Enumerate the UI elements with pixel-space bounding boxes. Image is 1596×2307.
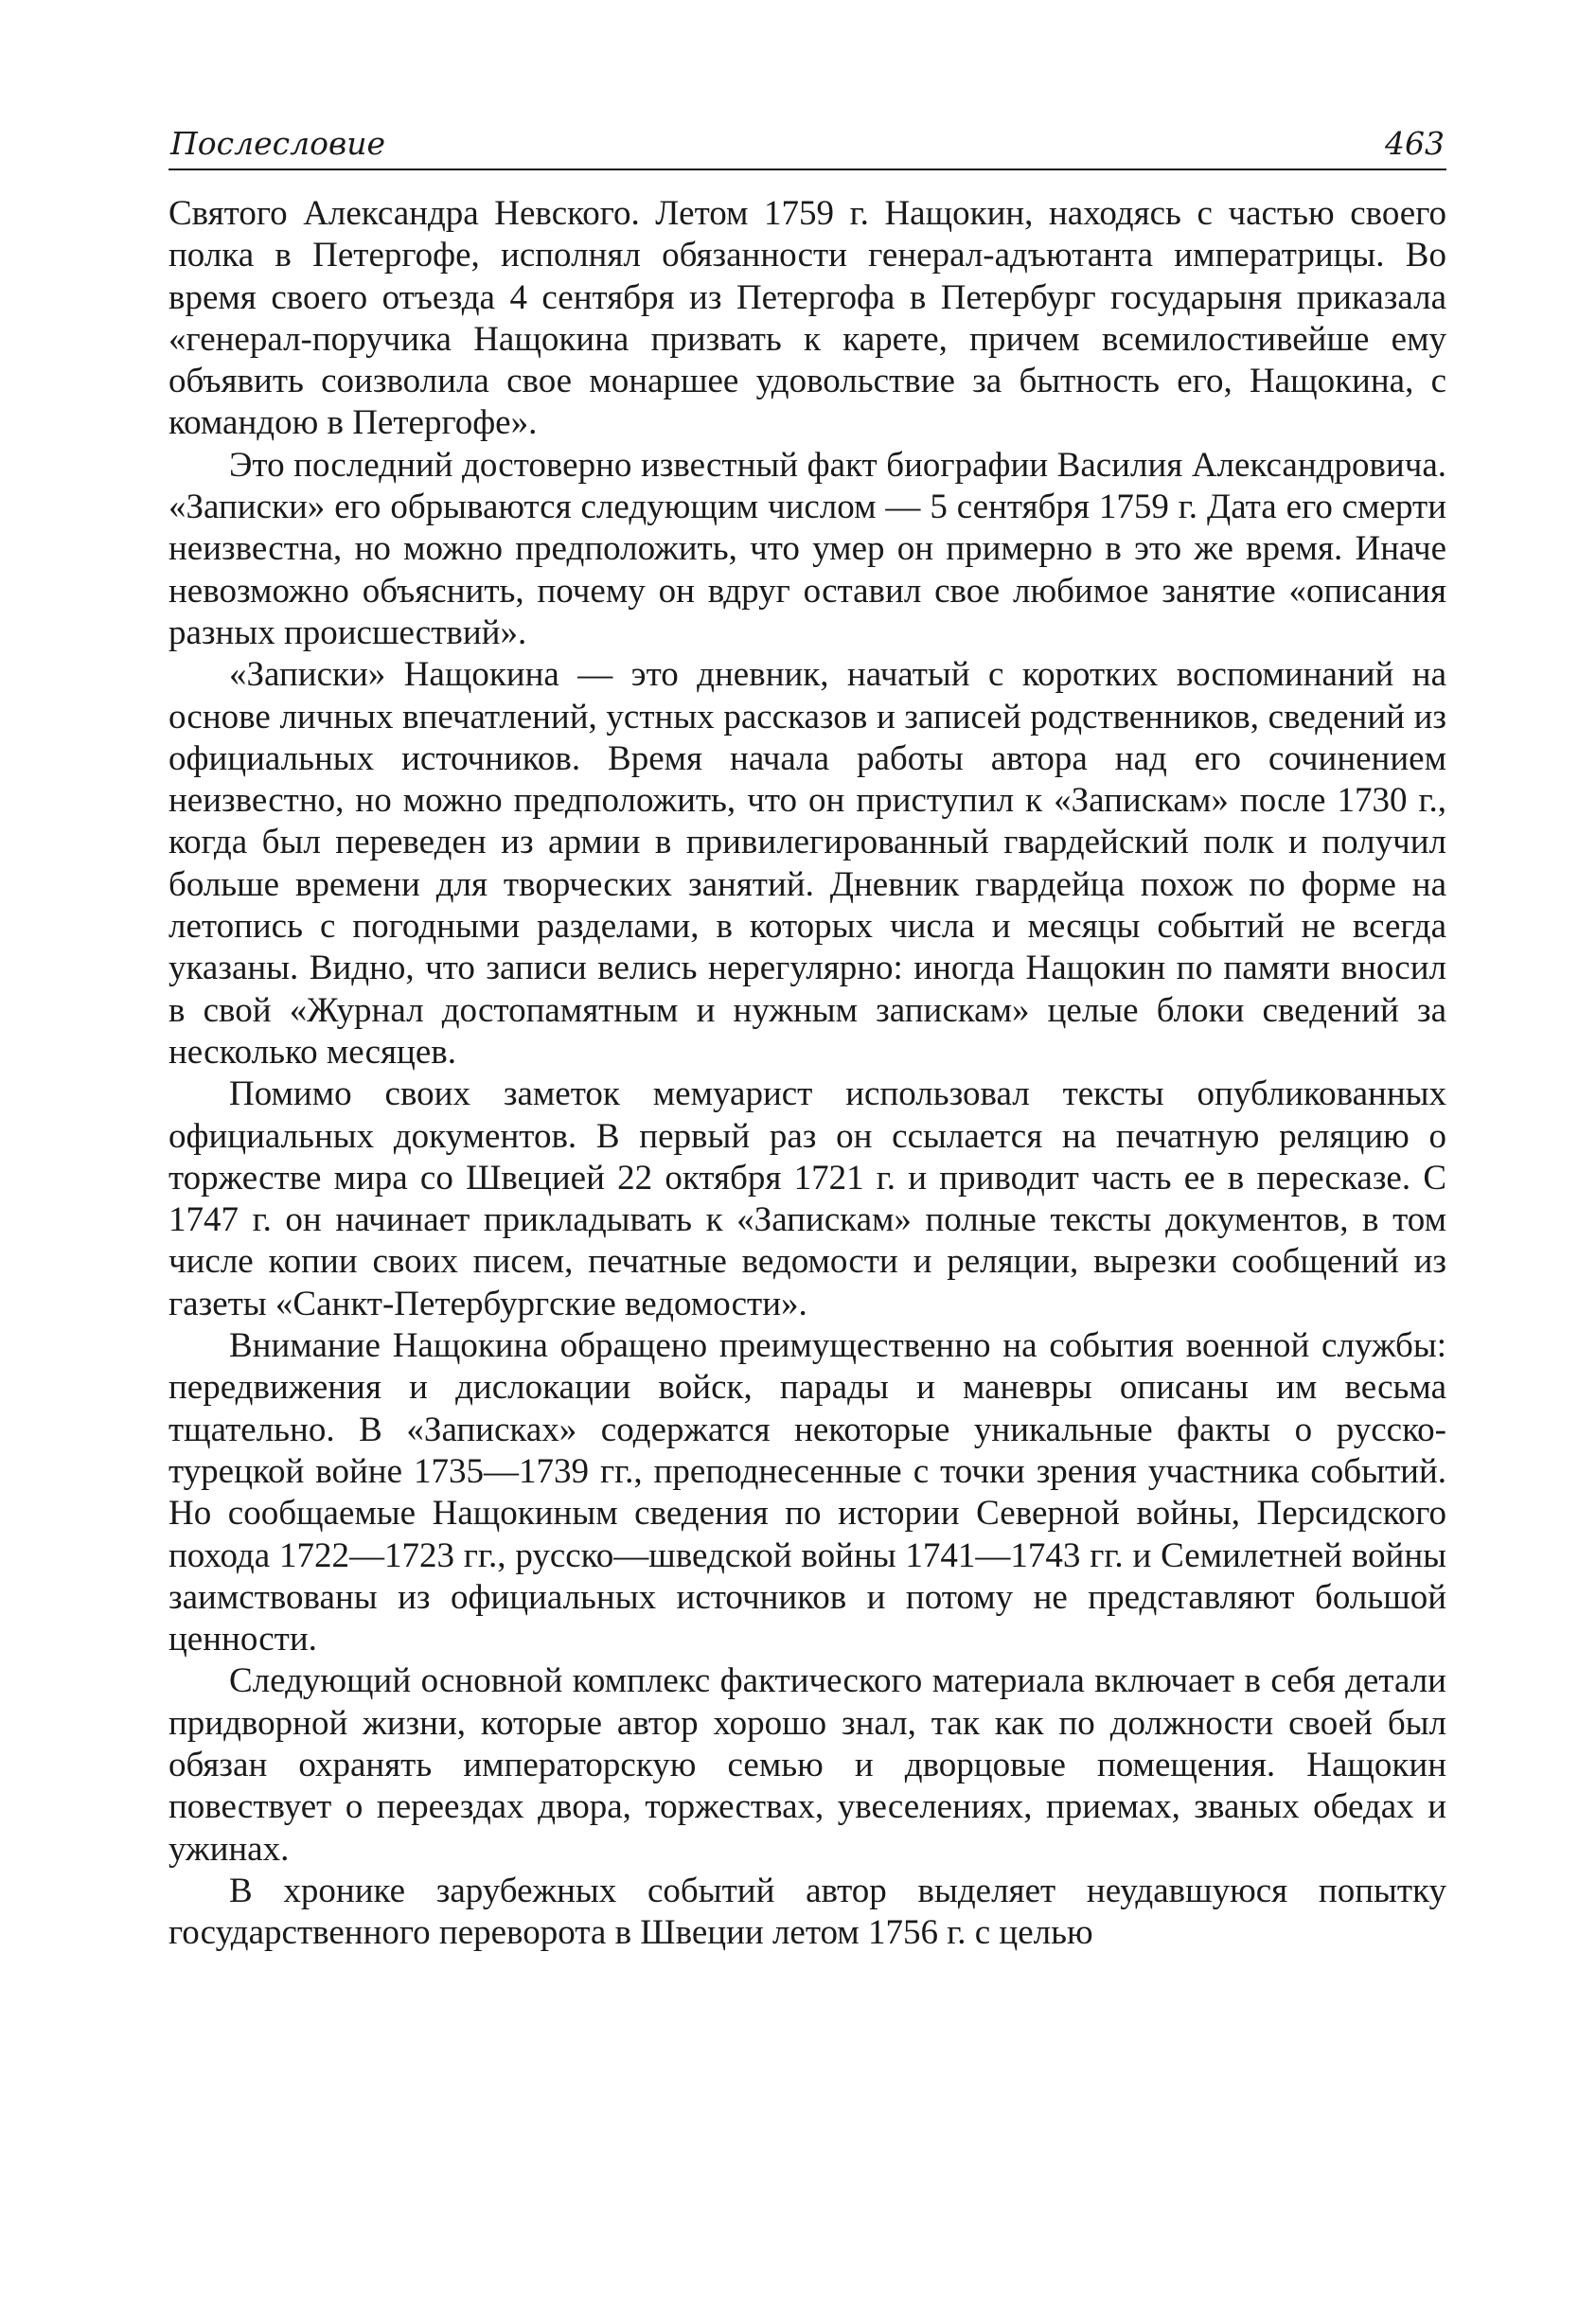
page-number: 463 [1385,125,1445,162]
paragraph: В хронике зарубежных событий автор выделяет неудавшуюся попытку государственного переворота в Швеции летом 1756 г. с целью [168,1871,1446,1953]
paragraph: Следующий основной комплекс фактического материала включает в себя детали придворной жизни, которые автор хорошо знал, так как по должности своей был обязан охранять императорскую семью и дворцовые помещения. Нащокин повествует о переездах двора, торжествах, увеселениях, приемах, званых обедах и ужинах. [168,1661,1446,1869]
paragraph: Это последний достоверно известный факт биографии Василия Александровича. «Записки» его обрываются следующим числом — 5 сентября 1759 г. Дата его смерти неизвестна, но можно предположить, что умер он примерно в это же время. Иначе невозможно объяснить, почему он вдруг оставил свое любимое занятие «описания разных происшествий». [168,445,1446,652]
paragraph: Помимо своих заметок мемуарист использовал тексты опубликованных официальных документов. В первый раз он ссылается на печатную реляцию о торжестве мира со Швецией 22 октября 1721 г. и приводит часть ее в пересказе. С 1747 г. он начинает прикладывать к «Запискам» полные тексты документов, в том числе копии своих писем, печатные ведомости и реляции, вырезки сообщений из газеты «Санкт-Петербургские ведомости». [168,1074,1446,1323]
body-text [168,193,1446,1954]
paragraph: Внимание Нащокина обращено преимущественно на события военной службы: передвижения и дислокации войск, парады и маневры описаны им весьма тщательно. В «Записках» содержатся некоторые уникальные факты о русско-турецкой войне 1735—1739 гг., преподнесенные с точки зрения участника событий. Но сообщаемые Нащокиным сведения по истории Северной войны, Персидского похода 1722—1723 гг., русско—шведской войны 1741—1743 гг. и Семилетней войны заимствованы из официальных источников и потому не представляют большой ценности. [168,1326,1446,1659]
section-title: Послесловие [170,125,386,162]
paragraph-continuation: Святого Александра Невского. Летом 1759 г. Нащокин, находясь с частью своего полка в Петергофе, исполнял обязанности генерал-адъютанта императрицы. Во время своего отъезда 4 сентября из Петергофа в Петербург государыня приказала «генерал-поручика Нащокина призвать к карете, причем всемилостивейше ему объявить соизволила свое монаршее удовольствие за бытность его, Нащокина, с командою в Петергофе». [168,194,1446,443]
paragraph: «Записки» Нащокина — это дневник, начатый с коротких воспоминаний на основе личных впечатлений, устных рассказов и записей родственников, сведений из официальных источников. Время начала работы автора над его сочинением неизвестно, но можно предположить, что он приступил к «Запискам» после 1730 г., когда был переведен из армии в привилегированный гвардейский полк и получил больше времени для творческих занятий. Дневник гвардейца похож по форме на летопись с погодными разделами, в которых числа и месяцы событий не всегда указаны. Видно, что записи велись нерегулярно: иногда Нащокин по памяти вносил в свой «Журнал достопамятным и нужным запискам» целые блоки сведений за несколько месяцев. [168,655,1446,1072]
running-head [168,123,1446,170]
book-page [168,123,1446,1954]
